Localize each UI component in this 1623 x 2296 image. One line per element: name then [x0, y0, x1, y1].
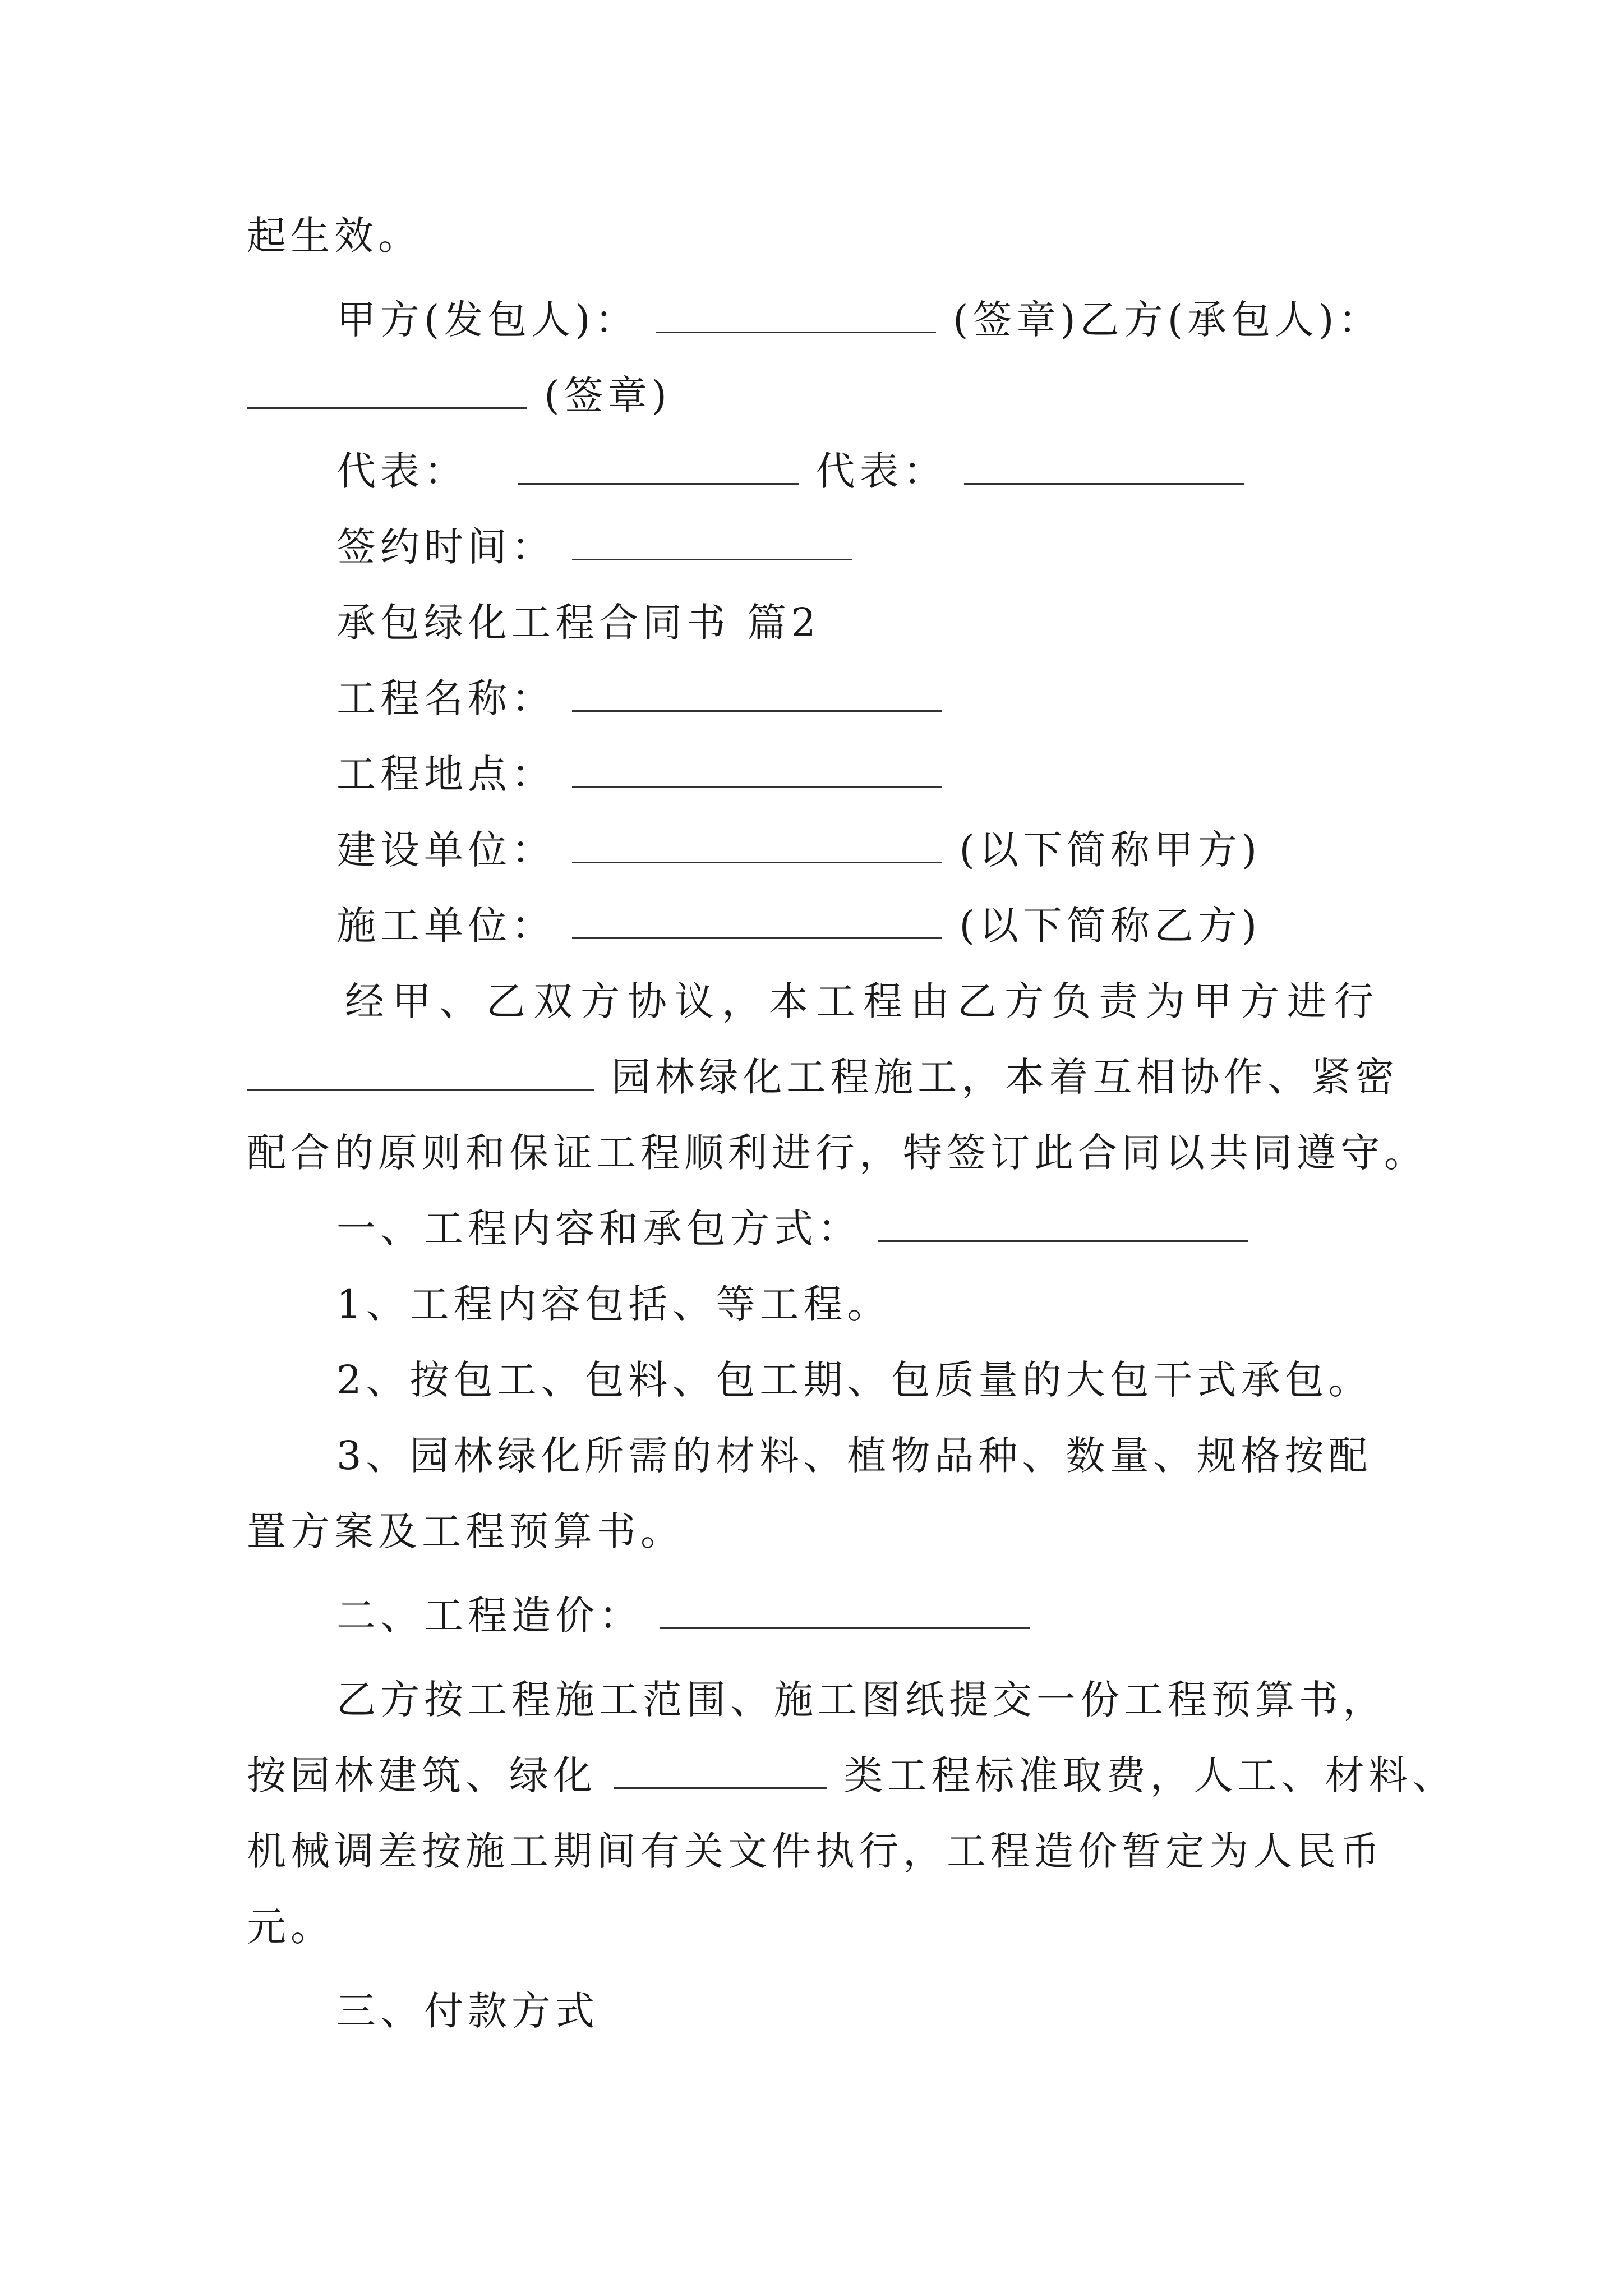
text-line [336, 746, 942, 802]
blank-field [964, 448, 1244, 485]
blank-field [572, 903, 942, 939]
text: 类工程标准取费，人工、材料、 [843, 1752, 1456, 1798]
text: 置方案及工程预算书。 [247, 1508, 684, 1554]
label-project-name: 工程名称： [336, 675, 555, 721]
blank-field [572, 675, 942, 712]
text-line [336, 670, 942, 726]
text-line [336, 822, 1261, 878]
text: 园林绿化工程施工，本着互相协作、紧密 [611, 1054, 1399, 1100]
text-line [247, 367, 671, 424]
blank-field [878, 1205, 1248, 1242]
clause-heading: 三、付款方式 [336, 1988, 599, 2034]
text-line [336, 443, 1244, 499]
blank-field [247, 372, 527, 409]
text-line [345, 973, 1381, 1029]
section-title [336, 595, 820, 651]
label-construction-unit: 建设单位： [336, 827, 555, 873]
text: 按园林建筑、绿化 [247, 1752, 597, 1798]
text-line [336, 1672, 1386, 1728]
label-sign-date: 签约时间： [336, 524, 555, 570]
text: 机械调差按施工期间有关文件执行，工程造价暂定为人民币 [247, 1828, 1384, 1874]
blank-field [656, 297, 936, 333]
text-line [336, 1983, 599, 2039]
blank-field [660, 1593, 1030, 1629]
blank-field [572, 751, 942, 788]
text: 2、按包工、包料、包工期、包质量的大包干式承包。 [336, 1357, 1372, 1403]
text-line [247, 1747, 1456, 1803]
text-line [247, 1899, 334, 1955]
label-sign: (签章) [544, 372, 671, 418]
label-sign-party-b: (签章)乙方(承包人)： [953, 297, 1382, 343]
label-project-location: 工程地点： [336, 751, 555, 797]
text: 3、园林绿化所需的材料、植物品种、数量、规格按配 [336, 1433, 1372, 1479]
blank-field [247, 1054, 594, 1091]
clause-heading: 一、工程内容和承包方式： [336, 1205, 861, 1251]
text-line [247, 1503, 684, 1559]
text: 起生效。 [247, 213, 422, 259]
text-line [336, 1276, 891, 1332]
note-party-b: (以下简称乙方) [959, 903, 1262, 949]
note-party-a: (以下简称甲方) [959, 827, 1262, 873]
label-party-a: 甲方(发包人)： [336, 297, 639, 343]
text: 经甲、乙双方协议，本工程由乙方负责为甲方进行 [345, 978, 1381, 1024]
text-line [247, 1049, 1399, 1105]
text: 乙方按工程施工范围、施工图纸提交一份工程预算书， [336, 1677, 1386, 1723]
blank-field [572, 524, 852, 560]
text-line [247, 1823, 1384, 1879]
text-line [336, 898, 1261, 954]
text-line [336, 1200, 1248, 1257]
text-line [336, 519, 852, 575]
blank-field [572, 827, 942, 863]
blank-field [518, 448, 799, 485]
text-line [247, 1125, 1428, 1181]
label-contractor-unit: 施工单位： [336, 903, 555, 949]
text-line [247, 208, 422, 264]
clause-heading: 二、工程造价： [336, 1593, 643, 1639]
text-line [336, 1352, 1372, 1408]
label-representative: 代表： [336, 448, 468, 494]
text-line [336, 292, 1382, 348]
text: 元。 [247, 1904, 334, 1950]
text: 1、工程内容包括、等工程。 [336, 1281, 891, 1327]
heading: 承包绿化工程合同书 篇2 [336, 600, 820, 646]
blank-field [614, 1752, 827, 1789]
text-line [336, 1428, 1372, 1484]
label-representative: 代表： [815, 448, 947, 494]
text: 配合的原则和保证工程顺利进行，特签订此合同以共同遵守。 [247, 1130, 1428, 1176]
text-line [336, 1588, 1030, 1644]
